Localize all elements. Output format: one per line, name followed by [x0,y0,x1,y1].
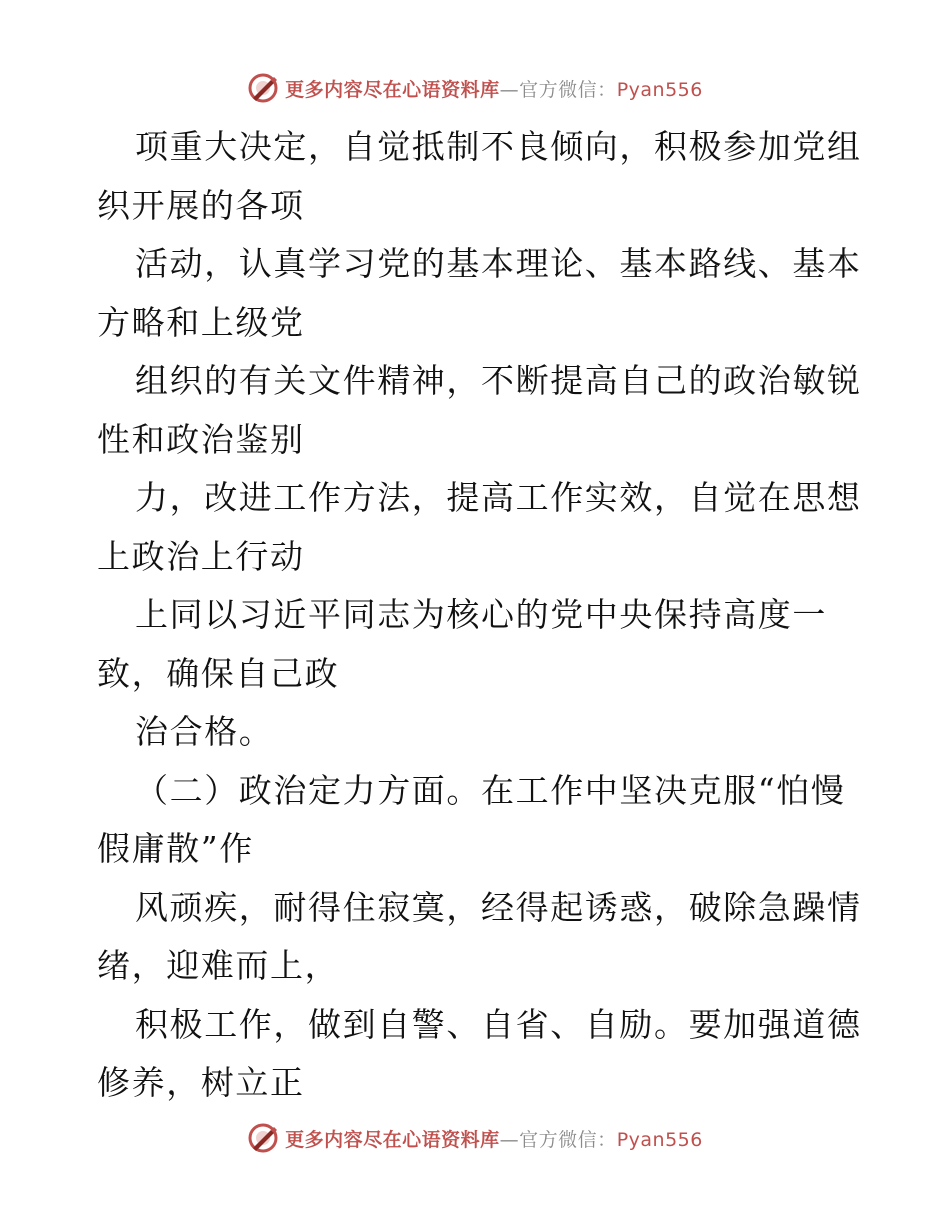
header-dash: — [499,78,520,101]
footer-site-name: 更多内容尽在心语资料库 [285,1128,500,1151]
body-line: 力，改进工作方法，提高工作实效，自觉在思想 [135,478,862,517]
body-line: 修养，树立正 [97,1063,305,1102]
body-line: 组织的有关文件精神，不断提高自己的政治敏锐 [135,361,862,400]
header-banner [0,72,950,104]
body-line: 上政治上行动 [97,536,305,576]
body-line: 性和政治鉴别 [97,419,305,459]
header-contact-id: Pyan556 [616,78,703,101]
body-line: 积极工作，做到自警、自省、自励。要加强道德 [135,1004,862,1044]
body-line: 活动，认真学习党的基本理论、基本路线、基本 [135,244,862,283]
footer-dash: — [499,1128,520,1151]
seal-pen-icon [247,72,279,104]
body-line: 上同以习近平同志为核心的党中央保持高度一 [135,595,827,634]
body-line: 假庸散”作 [97,829,254,868]
document-body [97,118,862,1113]
body-line: 项重大决定，自觉抵制不良倾向，积极参加党组 [135,127,862,166]
body-line: 方略和上级党 [97,302,305,342]
header-contact-label: 官方微信： [519,78,617,101]
footer-contact-label: 官方微信： [519,1128,617,1151]
body-line: 致，确保自己政 [97,653,340,693]
seal-pen-icon [247,1122,279,1154]
header-site-name: 更多内容尽在心语资料库 [285,78,500,101]
body-line: 绪，迎难而上， [97,946,340,985]
footer-text [285,1125,703,1152]
body-line: 治合格。 [135,712,274,751]
body-line: （二）政治定力方面。在工作中坚决克服“怕慢 [135,770,846,810]
body-line: 织开展的各项 [97,185,305,225]
footer-banner [0,1122,950,1154]
header-text [285,75,703,102]
footer-contact-id: Pyan556 [616,1128,703,1151]
body-line: 风顽疾，耐得住寂寞，经得起诱惑，破除急躁情 [135,887,862,927]
